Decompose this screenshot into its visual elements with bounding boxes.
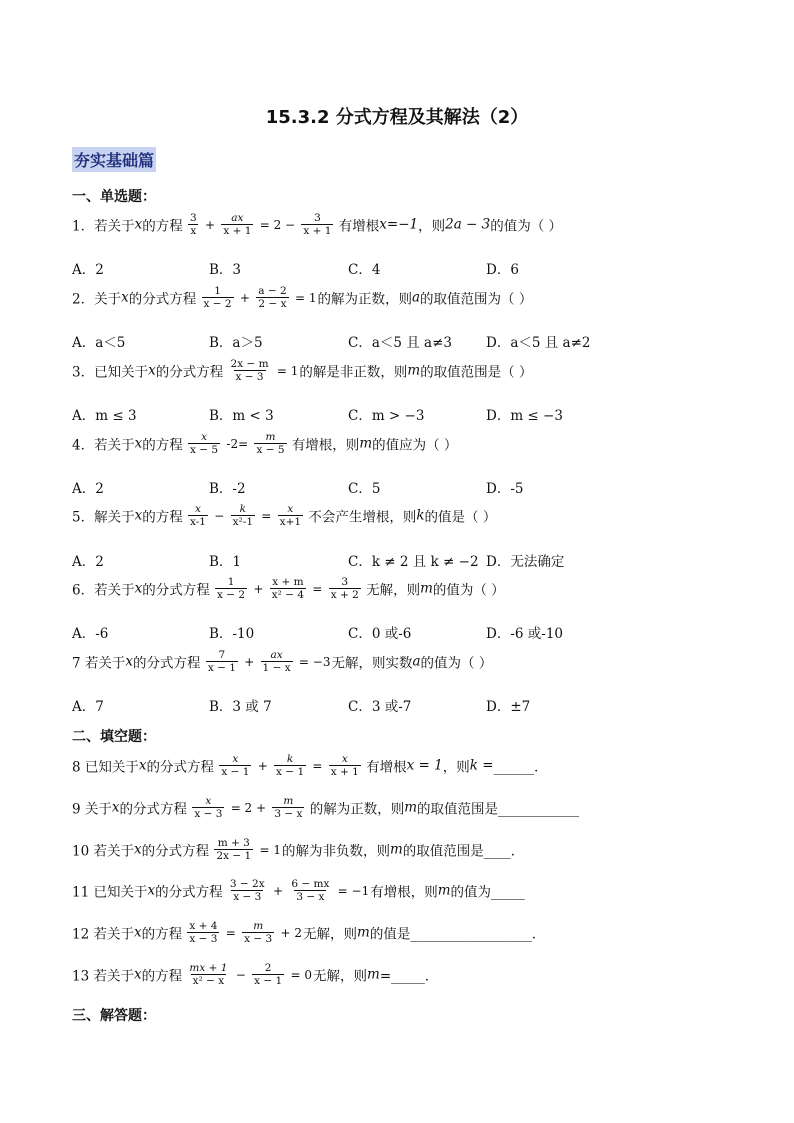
question-text: 7 若关于	[72, 655, 126, 672]
question-text: 2．关于	[72, 291, 122, 308]
option-a[interactable]: A．-6	[72, 626, 109, 642]
fraction	[215, 576, 247, 601]
denominator: x − 1	[276, 766, 305, 778]
option-b[interactable]: B．1	[209, 554, 242, 570]
option-b[interactable]: B．a＞5	[209, 335, 263, 351]
variable: x	[133, 841, 142, 858]
denominator: 3 − x	[296, 891, 325, 903]
option-c[interactable]: C．4	[348, 262, 381, 278]
question-text: 的值为（ ）	[420, 655, 493, 672]
question-text: 8 已知关于	[72, 759, 139, 776]
numerator: 1	[214, 285, 221, 297]
fraction	[206, 649, 238, 674]
question-text: 的方程	[141, 926, 183, 943]
fraction	[202, 285, 234, 310]
question-text: 13 若关于	[72, 968, 134, 985]
variable: x	[121, 289, 129, 306]
numerator: 2x − m	[230, 358, 269, 370]
question-text: 1．若关于	[72, 218, 135, 235]
answer-blank[interactable]: 的值是__________________．	[369, 926, 546, 943]
denominator: x+1	[279, 516, 302, 528]
operator: + 2	[280, 925, 303, 940]
option-d[interactable]: D．±7	[486, 699, 531, 715]
denominator: x − 1	[207, 662, 236, 674]
question-11	[72, 878, 525, 903]
denominator: x − 5	[256, 444, 285, 456]
fraction	[261, 649, 293, 674]
denominator: x − 3	[244, 933, 273, 945]
option-c[interactable]: C．k ≠ 2 且 k ≠ −2	[348, 554, 479, 570]
answer-blank[interactable]: =_____．	[379, 968, 439, 985]
numerator: 3	[314, 212, 321, 224]
denominator: x − 2	[203, 298, 232, 310]
question-text: 4．若关于	[72, 437, 135, 454]
denominator: 2 − x	[258, 298, 287, 310]
option-d[interactable]: D．6	[486, 262, 519, 278]
operator: +	[205, 217, 216, 232]
question-text: 的分式方程	[141, 843, 210, 860]
variable: k	[416, 507, 425, 524]
question-text: 9 关于	[72, 801, 112, 818]
numerator: x	[195, 503, 201, 515]
operator: −	[214, 508, 225, 523]
question-text: 不会产生增根，则	[308, 509, 417, 526]
option-a[interactable]: A．m ≤ 3	[72, 408, 137, 424]
question-text: 的分式方程	[146, 759, 215, 776]
denominator: x − 5	[190, 444, 219, 456]
operator: = 1	[294, 290, 317, 305]
fraction	[221, 212, 253, 237]
question-text: 有增根	[366, 759, 407, 776]
question-text: 的值应为（ ）	[372, 437, 458, 454]
option-b[interactable]: B．3 或 7	[209, 699, 272, 715]
numerator: mx + 1	[189, 962, 228, 974]
denominator: x − 3	[235, 371, 264, 383]
operator: = 0	[290, 967, 312, 982]
question-text: 的分式方程	[128, 291, 197, 308]
question-text: 的方程	[142, 509, 183, 526]
operator: −	[235, 967, 246, 982]
question-text: 的方程	[142, 218, 183, 235]
question-text: 无解，则	[366, 582, 421, 599]
operator: = −1	[337, 883, 370, 898]
question-text: 5．解关于	[72, 509, 135, 526]
question-text: 的方程	[141, 968, 183, 985]
operator: =	[312, 581, 323, 596]
fraction	[188, 431, 220, 456]
option-b[interactable]: B．m < 3	[209, 408, 274, 424]
question-10	[72, 837, 524, 862]
fraction	[256, 285, 288, 310]
option-b[interactable]: B．3	[209, 262, 242, 278]
question-text: 12 若关于	[72, 926, 134, 943]
operator: =	[225, 925, 236, 940]
numerator: x + 4	[189, 920, 218, 932]
denominator: x − 3	[189, 933, 218, 945]
fraction	[188, 212, 199, 237]
denominator: x + 1	[330, 766, 359, 778]
option-d[interactable]: D．-6 或-10	[486, 626, 564, 642]
question-7	[72, 649, 492, 674]
numerator: x	[232, 753, 239, 765]
option-a[interactable]: A．2	[72, 554, 104, 570]
fraction	[289, 878, 331, 903]
operator: +	[257, 758, 268, 773]
operator: =	[312, 758, 323, 773]
option-c[interactable]: C．3 或-7	[348, 699, 412, 715]
question-text: 有增根，则	[370, 884, 438, 901]
option-a[interactable]: A．2	[72, 481, 104, 497]
denominator: x-1	[190, 516, 206, 528]
variable: a	[412, 653, 421, 670]
question-text: 的分式方程	[119, 801, 188, 818]
denominator: x − 1	[254, 975, 283, 987]
fraction	[254, 431, 286, 456]
fraction	[278, 503, 303, 528]
variable: x	[138, 757, 147, 774]
operator: = 2 −	[259, 217, 296, 232]
fraction	[188, 503, 208, 528]
question-text: 3．已知关于	[72, 364, 149, 381]
option-d[interactable]: D．无法确定	[486, 554, 565, 570]
numerator: k	[286, 753, 294, 765]
fraction	[270, 576, 306, 601]
fraction	[214, 837, 253, 862]
operator: +	[244, 654, 255, 669]
numerator: x	[287, 503, 294, 515]
variable: m	[359, 435, 373, 452]
question-text: 的取值范围为（ ）	[420, 291, 533, 308]
fraction	[272, 795, 304, 820]
variable: m	[437, 882, 451, 899]
question-text: 的解是非正数，则	[299, 364, 408, 381]
question-text: 有增根，则	[291, 437, 360, 454]
answer-blank[interactable]: ______．	[493, 759, 548, 776]
variable: x	[148, 362, 156, 379]
option-c[interactable]: C．m > −3	[348, 408, 425, 424]
question-text: 的分式方程	[155, 884, 223, 901]
operator: =	[261, 508, 272, 523]
denominator: x² − 4	[271, 589, 305, 601]
section-banner: 夯实基础篇	[72, 147, 156, 172]
question-12	[72, 920, 545, 945]
option-c[interactable]: C．a＜5 且 a≠3	[348, 335, 452, 351]
denominator: x + 1	[223, 225, 252, 237]
question-13	[72, 962, 438, 987]
option-d[interactable]: D．a＜5 且 a≠2	[486, 335, 591, 351]
option-c[interactable]: C．0 或-6	[348, 626, 412, 642]
question-2	[72, 285, 532, 310]
option-d[interactable]: D．m ≤ −3	[486, 408, 563, 424]
variable: x	[133, 966, 142, 983]
numerator: x	[341, 753, 348, 765]
page-title: 15.3.2 分式方程及其解法（2）	[265, 107, 529, 128]
question-6	[72, 576, 505, 601]
numerator: m	[253, 920, 264, 932]
numerator: k	[239, 503, 246, 515]
denominator: x − 1	[221, 766, 250, 778]
numerator: 2	[264, 962, 272, 974]
answer-blank[interactable]: 的值为_____	[450, 884, 525, 901]
denominator: 1 − x	[262, 662, 291, 674]
variable: m	[389, 841, 403, 858]
variable: x	[134, 435, 143, 452]
numerator: a − 2	[258, 285, 287, 297]
variable: x	[134, 580, 143, 597]
question-text: 的解为正数，则	[317, 291, 412, 308]
fraction	[187, 962, 229, 987]
answer-blank[interactable]: 的取值范围是____________	[417, 801, 580, 818]
question-text: 10 若关于	[72, 843, 134, 860]
denominator: x − 3	[233, 891, 262, 903]
denominator: x²-1	[232, 516, 253, 528]
variable: x	[125, 653, 134, 670]
variable: m	[420, 580, 433, 597]
variable: m	[404, 799, 418, 816]
math-expression: k =	[469, 757, 494, 774]
fraction	[219, 753, 251, 778]
question-5	[72, 503, 496, 528]
fraction	[301, 212, 333, 237]
question-text: 的分式方程	[155, 364, 224, 381]
question-text: 的解为非负数，则	[281, 843, 390, 860]
question-text: 的取值范围是（ ）	[420, 364, 533, 381]
option-b[interactable]: B．-10	[209, 626, 255, 642]
option-b[interactable]: B．-2	[209, 481, 246, 497]
denominator: 2x − 1	[216, 850, 252, 862]
fraction	[229, 358, 271, 383]
question-text: 的分式方程	[142, 582, 210, 599]
section-heading-fill-in: 二、填空题：	[72, 729, 156, 745]
numerator: ax	[270, 649, 283, 661]
numerator: x	[201, 431, 208, 443]
fraction	[274, 753, 306, 778]
denominator: x + 2	[330, 589, 359, 601]
question-text: 无解，则实数	[331, 655, 413, 672]
question-text: 的值为（ ）	[490, 218, 563, 235]
question-text: 的解为正数，则	[309, 801, 405, 818]
variable: x	[134, 216, 143, 233]
numerator: ax	[231, 212, 244, 224]
option-a[interactable]: A．7	[72, 699, 104, 715]
question-8	[72, 753, 548, 778]
operator: = 2 +	[230, 800, 267, 815]
numerator: 3	[341, 576, 349, 588]
variable: a	[411, 289, 421, 306]
math-expression: x=−1	[379, 216, 419, 233]
question-text: 的方程	[142, 437, 183, 454]
operator: +	[239, 290, 250, 305]
question-9	[72, 795, 579, 820]
section-heading-solutions: 三、解答题：	[72, 1008, 156, 1024]
question-text: ，则	[442, 759, 470, 776]
answer-blank[interactable]: 的取值范围是____．	[402, 843, 525, 860]
question-text: 6．若关于	[72, 582, 135, 599]
fraction	[329, 576, 361, 601]
operator: +	[272, 883, 284, 898]
question-1	[72, 212, 562, 237]
denominator: x − 2	[217, 589, 246, 601]
variable: x	[134, 507, 143, 524]
option-d[interactable]: D．-5	[486, 481, 524, 497]
fraction	[329, 753, 361, 778]
question-text: ，则	[418, 218, 446, 235]
question-text: 的分式方程	[133, 655, 201, 672]
question-text: 的值为（ ）	[432, 582, 505, 599]
denominator: x² − x	[192, 975, 225, 987]
fraction	[192, 795, 224, 820]
section-heading-single-choice: 一、单选题：	[72, 189, 156, 205]
question-4	[72, 431, 457, 456]
numerator: m + 3	[217, 837, 250, 849]
math-expression: x = 1	[406, 757, 443, 774]
variable: x	[147, 882, 156, 899]
fraction	[187, 920, 219, 945]
question-3	[72, 358, 532, 383]
fraction	[231, 503, 255, 528]
option-a[interactable]: A．2	[72, 262, 104, 278]
denominator: x	[190, 225, 197, 237]
numerator: 1	[227, 576, 235, 588]
operator: = 1	[276, 363, 299, 378]
operator: +	[253, 581, 264, 596]
operator: = 1	[259, 842, 281, 857]
variable: m	[367, 966, 380, 983]
question-text: 无解，则	[313, 968, 367, 985]
fraction	[228, 878, 267, 903]
numerator: m	[265, 431, 276, 443]
numerator: 6 − mx	[291, 878, 330, 890]
denominator: x − 3	[194, 808, 223, 820]
option-c[interactable]: C．5	[348, 481, 381, 497]
operator: -2=	[226, 436, 249, 451]
fraction	[242, 920, 274, 945]
operator: = −3	[298, 654, 331, 669]
question-text: 的值是（ ）	[424, 509, 497, 526]
variable: x	[111, 799, 120, 816]
denominator: 3 − x	[274, 808, 303, 820]
numerator: x	[205, 795, 212, 807]
numerator: x + m	[272, 576, 304, 588]
variable: m	[407, 362, 421, 379]
numerator: m	[283, 795, 294, 807]
numerator: 3 − 2x	[229, 878, 265, 890]
option-a[interactable]: A．a＜5	[72, 335, 126, 351]
variable: m	[357, 924, 370, 941]
variable: x	[133, 924, 142, 941]
numerator: 7	[218, 649, 226, 661]
question-text: 有增根	[338, 218, 380, 235]
math-expression: 2a − 3	[445, 216, 491, 233]
question-text: 11 已知关于	[72, 884, 148, 901]
denominator: x + 1	[303, 225, 332, 237]
fraction	[252, 962, 284, 987]
numerator: 3	[190, 212, 197, 224]
question-text: 无解，则	[303, 926, 358, 943]
